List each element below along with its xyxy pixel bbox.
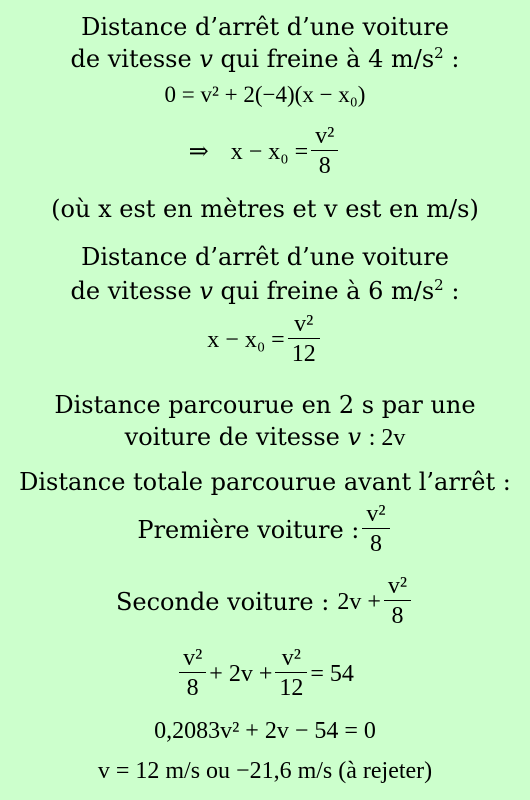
s2-fraction-den: 12 [288, 338, 320, 369]
s2-fraction-num: v² [294, 311, 314, 337]
s1-fraction [311, 122, 338, 181]
s2-equation [0, 310, 530, 376]
s4-second-den: 8 [384, 600, 411, 631]
s2-line2-exp: 2 [434, 276, 444, 294]
s2-line2-post: qui freine à 6 m/s [220, 277, 435, 305]
s4-first-label: Première voiture : [137, 515, 360, 544]
s1-fraction-den: 8 [311, 150, 338, 181]
s3-line2-pre: voiture de vitesse [124, 423, 340, 451]
s2-title-line1: Distance d’arrêt d’une voiture [81, 243, 449, 271]
s4-first-fraction [362, 500, 389, 559]
s4-first-den: 8 [362, 528, 389, 559]
s2-line2-pre: de vitesse [70, 277, 192, 305]
s1-line2-post: qui freine à 4 m/s [220, 45, 435, 73]
s4-result: v = 12 m/s ou −21,6 m/s (à rejeter) [97, 758, 433, 784]
s4-second-fraction [384, 572, 411, 631]
s1-note: (où x est en mètres et v est en m/s) [51, 195, 479, 223]
s1-result-lhs: x − x₀ = [230, 138, 309, 165]
s4-sum-equation [0, 644, 530, 710]
s1-title-line2 [0, 44, 530, 74]
s4-sum-rhs: = 54 [310, 660, 354, 687]
implies-arrow: ⇒ [188, 138, 209, 165]
s4-sum-fraction2 [275, 644, 307, 703]
s4-sum-mid: + 2v + [209, 660, 273, 687]
s4-sum-fraction1 [179, 644, 206, 703]
s4-second-car [0, 572, 530, 638]
s4-quadratic: 0,2083v² + 2v − 54 = 0 [154, 718, 376, 744]
s4-sum-den1: 8 [179, 672, 206, 703]
s4-first-num: v² [366, 501, 386, 527]
s1-line2-pre: de vitesse [70, 45, 192, 73]
s4-second-num: v² [387, 573, 408, 599]
s4-first-car [0, 500, 530, 566]
s1-line2-exp: 2 [434, 44, 444, 62]
s4-sum-num2: v² [281, 645, 301, 671]
s3-line1: Distance parcourue en 2 s par une [54, 391, 476, 419]
s4-heading: Distance totale parcourue avant l’arrêt : [19, 468, 511, 496]
s2-title-line2 [0, 276, 530, 306]
s2-line2-end: : [443, 277, 460, 305]
s1-line2-var: v [199, 45, 213, 73]
s3-line2 [0, 422, 530, 453]
s2-fraction [288, 310, 320, 369]
s4-second-pre: 2v + [337, 588, 381, 615]
s2-line2-var: v [199, 277, 213, 305]
s1-equation: 0 = v² + 2(−4)(x − x₀) [164, 82, 366, 107]
s3-line2-post: : 2v [368, 425, 406, 451]
s1-result-equation [0, 122, 530, 188]
s3-line2-var: v [347, 423, 362, 451]
s1-title-line1: Distance d’arrêt d’une voiture [81, 13, 449, 41]
s4-sum-den2: 12 [275, 672, 307, 703]
s1-line2-end: : [443, 45, 460, 73]
s4-sum-num1: v² [183, 645, 203, 671]
s4-second-label: Seconde voiture : [115, 587, 330, 616]
s2-eq-lhs: x − x₀ = [207, 326, 285, 353]
s1-fraction-num: v² [315, 123, 335, 149]
